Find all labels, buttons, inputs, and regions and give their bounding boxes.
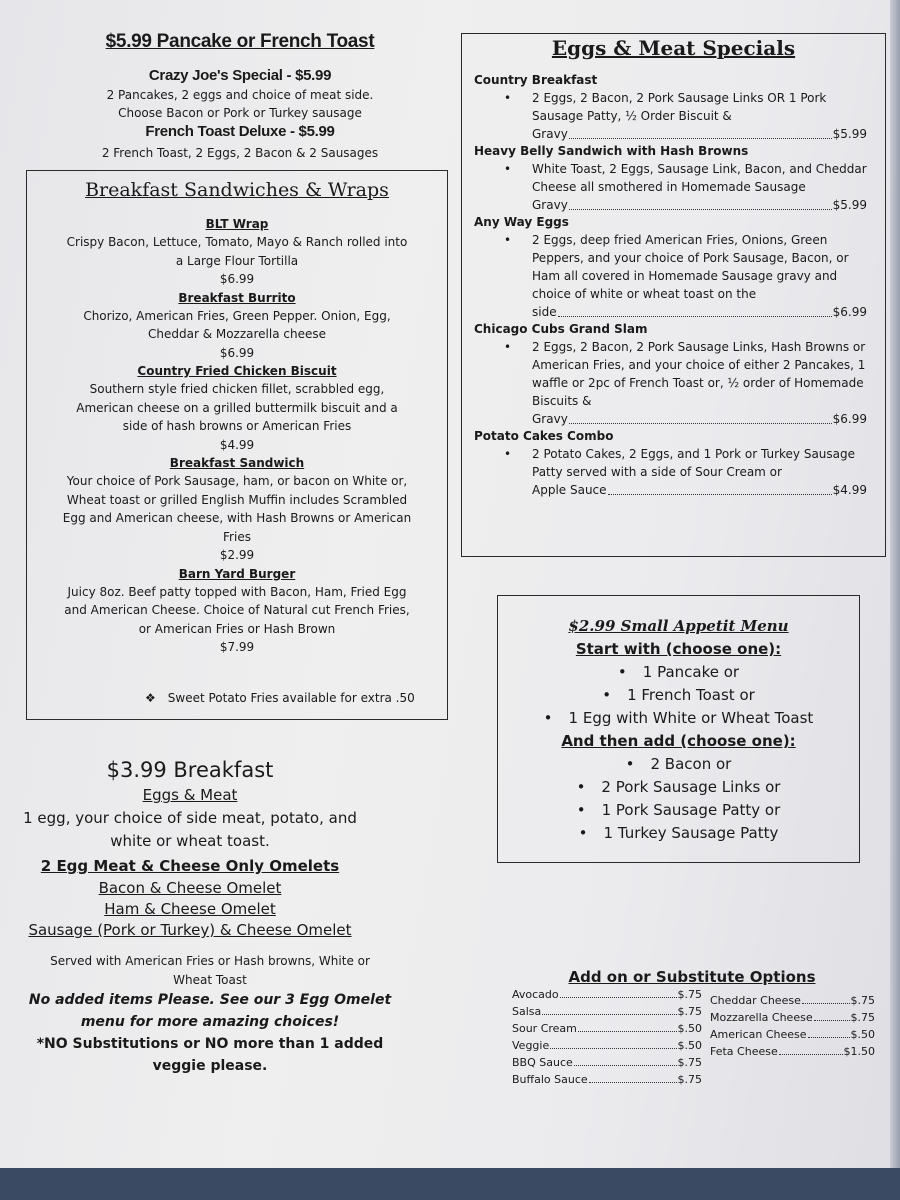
bottom-border xyxy=(0,1168,900,1200)
item-desc: Juicy 8oz. Beef patty topped with Bacon, Ham, Fried Egg xyxy=(67,584,407,599)
bullet-icon: • xyxy=(625,755,635,773)
warning-text: *NO Substitutions or NO more than 1 added xyxy=(36,1036,384,1052)
special-name: Any Way Eggs xyxy=(474,215,569,229)
served-text: Wheat Toast xyxy=(173,972,247,987)
menu-item-name: Country Fried Chicken Biscuit xyxy=(137,364,337,378)
addons-left-col xyxy=(512,986,704,1088)
sandwiches-title: Breakfast Sandwiches & Wraps xyxy=(85,179,389,201)
sweet-potato-note xyxy=(145,689,415,708)
special-price: $4.99 xyxy=(832,483,867,497)
then-option: • 1 Pork Sausage Patty or xyxy=(576,801,781,819)
menu-item-name: BLT Wrap xyxy=(205,217,269,231)
crazy-joe-line1: 2 Pancakes, 2 eggs and choice of meat side. xyxy=(106,88,374,102)
page-edge xyxy=(890,0,900,1200)
special-name: Country Breakfast xyxy=(474,73,598,87)
omelet-item: Bacon & Cheese Omelet xyxy=(98,879,282,897)
special-price: $6.99 xyxy=(832,412,867,426)
start-option: • 1 Egg with White or Wheat Toast xyxy=(543,709,814,727)
addon-row: Feta Cheese $1.50 xyxy=(710,1045,875,1058)
bullet-icon: • xyxy=(576,801,586,819)
sandwiches-box xyxy=(26,170,448,720)
item-desc: or American Fries or Hash Brown xyxy=(138,621,336,636)
omelet-item: Sausage (Pork or Turkey) & Cheese Omelet xyxy=(28,921,352,939)
specials-list xyxy=(462,60,885,499)
eggs-meat-desc: 1 egg, your choice of side meat, potato, and xyxy=(23,809,357,827)
start-option: • 1 French Toast or xyxy=(602,686,755,704)
special-price: $5.99 xyxy=(832,127,867,141)
addon-row: Cheddar Cheese $.75 xyxy=(710,994,875,1007)
crazy-joe-name: Crazy Joe's Special - $5.99 xyxy=(148,67,332,84)
item-desc: Egg and American cheese, with Hash Browns or American xyxy=(62,511,412,525)
addon-row: Veggie $.50 xyxy=(512,1039,702,1052)
special-name: Potato Cakes Combo xyxy=(474,429,614,443)
special-name: Heavy Belly Sandwich with Hash Browns xyxy=(474,144,749,158)
bullet-icon: • xyxy=(504,447,512,461)
addon-row: Salsa $.75 xyxy=(512,1005,702,1018)
item-price: $6.99 xyxy=(219,345,255,360)
french-deluxe-desc: 2 French Toast, 2 Eggs, 2 Bacon & 2 Sausages xyxy=(101,146,379,160)
omelet-item: Ham & Cheese Omelet xyxy=(104,900,276,918)
bullet-icon: • xyxy=(578,824,588,842)
special-price: $5.99 xyxy=(832,198,867,212)
item-desc: Wheat toast or grilled English Muffin includes Scrambled xyxy=(66,492,408,507)
special-desc: • 2 Potato Cakes, 2 Eggs, and 1 Pork or Turkey Sausage Patty served with a side of Sour Cream or Apple Sauce $4.99 xyxy=(504,447,867,497)
served-note xyxy=(20,952,400,1077)
bullet-icon: • xyxy=(602,686,612,704)
bullet-icon: • xyxy=(504,233,512,247)
diamond-bullet-icon: ❖ xyxy=(145,691,156,705)
special-desc: • 2 Eggs, deep fried American Fries, Onions, Green Peppers, and your choice of Pork Sausage, Bacon, or Ham all covered in Homemade Sausage gravy and choice of white or wheat toast on the side $6.99 xyxy=(504,233,867,319)
item-desc: Chorizo, American Fries, Green Pepper. Onion, Egg, xyxy=(83,308,391,323)
eggs-meat-heading: Eggs & Meat xyxy=(142,786,238,804)
addon-row: American Cheese $.50 xyxy=(710,1028,875,1041)
addons-right-col xyxy=(710,986,878,1088)
start-heading: Start with (choose one): xyxy=(575,640,782,658)
special-desc: • 2 Eggs, 2 Bacon, 2 Pork Sausage Links OR 1 Pork Sausage Patty, ½ Order Biscuit & Gravy $5.99 xyxy=(504,91,867,141)
addon-row: Avocado $.75 xyxy=(512,988,702,1001)
item-desc: American cheese on a grilled buttermilk biscuit and a xyxy=(76,400,398,415)
bullet-icon: • xyxy=(576,778,586,796)
special-price: $6.99 xyxy=(832,305,867,319)
item-price: $4.99 xyxy=(219,437,255,452)
special-name: Chicago Cubs Grand Slam xyxy=(474,322,648,336)
addon-row: Sour Cream $.50 xyxy=(512,1022,702,1035)
french-deluxe-name: French Toast Deluxe - $5.99 xyxy=(145,123,335,140)
warning-text: menu for more amazing choices! xyxy=(80,1014,340,1030)
item-desc: Fries xyxy=(223,529,251,544)
addon-row: Mozzarella Cheese $.75 xyxy=(710,1011,875,1024)
menu-item-name: Breakfast Burrito xyxy=(178,290,296,305)
bullet-icon: • xyxy=(543,709,553,727)
item-desc: a Large Flour Tortilla xyxy=(175,253,299,268)
specials-title: Eggs & Meat Specials xyxy=(551,36,796,60)
note-text: Sweet Potato Fries available for extra .50 xyxy=(167,691,415,705)
bullet-icon: • xyxy=(617,663,627,681)
item-desc: Crispy Bacon, Lettuce, Tomato, Mayo & Ranch rolled into xyxy=(66,235,408,249)
bullet-icon: • xyxy=(504,340,512,354)
item-price: $6.99 xyxy=(219,272,255,286)
eggs-meat-desc: white or wheat toast. xyxy=(110,832,270,850)
addons-title: Add on or Substitute Options xyxy=(568,968,816,986)
item-desc: Southern style fried chicken fillet, scrabbled egg, xyxy=(89,382,385,396)
menu-item-name: Barn Yard Burger xyxy=(178,566,296,581)
addons-section xyxy=(512,966,882,1088)
menu-item-name: Breakfast Sandwich xyxy=(169,456,305,470)
then-option: • 2 Pork Sausage Links or xyxy=(576,778,781,796)
then-heading: And then add (choose one): xyxy=(561,732,796,750)
start-option: • 1 Pancake or xyxy=(617,663,740,681)
item-desc: side of hash browns or American Fries xyxy=(122,419,352,433)
pancake-section xyxy=(20,30,460,162)
warning-text: No added items Please. See our 3 Egg Omelet xyxy=(28,992,392,1008)
then-option: • 2 Bacon or xyxy=(625,755,732,773)
item-desc: and American Cheese. Choice of Natural cut French Fries, xyxy=(64,603,410,617)
bullet-icon: • xyxy=(504,162,512,176)
then-option: • 1 Turkey Sausage Patty xyxy=(578,824,779,842)
pancake-title: $5.99 Pancake or French Toast xyxy=(105,31,375,52)
item-desc: Cheddar & Mozzarella cheese xyxy=(147,327,326,341)
served-text: Served with American Fries or Hash browns, White or xyxy=(50,954,370,968)
item-price: $7.99 xyxy=(219,640,255,654)
item-price: $2.99 xyxy=(219,548,255,562)
addon-row: Buffalo Sauce $.75 xyxy=(512,1073,702,1086)
item-desc: Your choice of Pork Sausage, ham, or bacon on White or, xyxy=(66,474,408,488)
breakfast399-section xyxy=(20,756,360,941)
crazy-joe-line2: Choose Bacon or Pork or Turkey sausage xyxy=(118,106,362,120)
special-desc: • 2 Eggs, 2 Bacon, 2 Pork Sausage Links, Hash Browns or American Fries, and your choice of either 2 Pancakes, 1 waffle or 2pc of French Toast or, ½ order of Homemade Biscuits & Gravy $6.99 xyxy=(504,340,867,426)
warning-text: veggie please. xyxy=(152,1058,268,1074)
specials-box xyxy=(461,33,886,557)
bullet-icon: • xyxy=(504,91,512,105)
breakfast399-title: $3.99 Breakfast xyxy=(106,758,274,782)
small-menu-title: $2.99 Small Appetit Menu xyxy=(568,617,789,635)
special-desc: • White Toast, 2 Eggs, Sausage Link, Bacon, and Cheddar Cheese all smothered in Homemade Sausage Gravy $5.99 xyxy=(504,162,867,212)
small-menu-box xyxy=(497,595,860,863)
addon-row: BBQ Sauce $.75 xyxy=(512,1056,702,1069)
omelet-heading: 2 Egg Meat & Cheese Only Omelets xyxy=(40,857,340,875)
